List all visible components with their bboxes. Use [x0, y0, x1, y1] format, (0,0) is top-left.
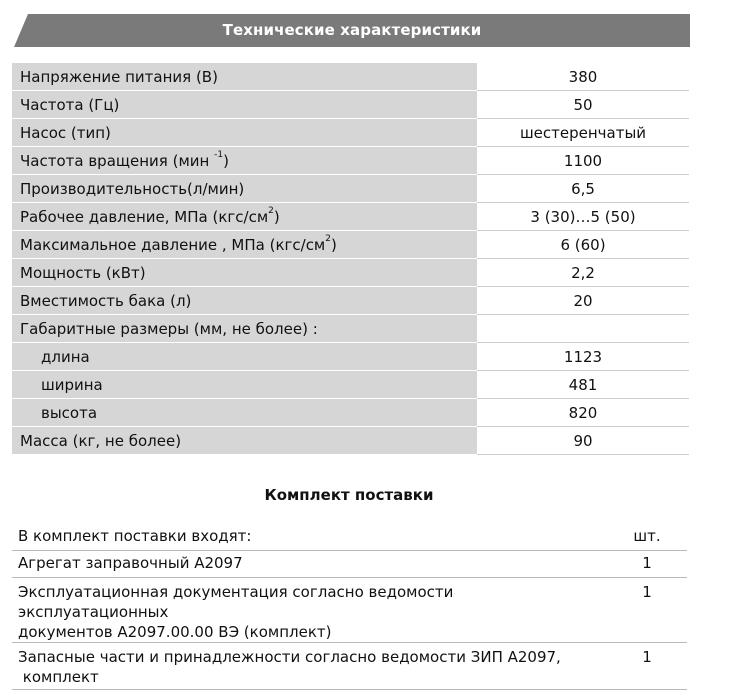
spec-label: Напряжение питания (В) [12, 63, 477, 91]
spec-value: 2,2 [477, 259, 689, 287]
kit-header-row [12, 524, 687, 551]
kit-row [12, 643, 687, 690]
spec-label: ширина [12, 371, 477, 399]
spec-value: 481 [477, 371, 689, 399]
spec-label: Вместимость бака (л) [12, 287, 477, 315]
spec-value: 6 (60) [477, 231, 689, 259]
spec-label-sup: 2 [268, 205, 274, 216]
spec-row [12, 63, 689, 91]
kit-header-label: В комплект поставки входят: [12, 524, 607, 551]
spec-label [12, 231, 477, 259]
spec-row [12, 287, 689, 315]
kit-qty: 1 [607, 551, 687, 578]
kit-qty: 1 [607, 578, 687, 643]
kit-item-line1: Агрегат заправочный А2097 [18, 554, 243, 572]
specs-banner [14, 14, 690, 47]
spec-label-after: ) [273, 207, 280, 226]
spec-label: Производительность(л/мин) [12, 175, 477, 203]
spec-row [12, 203, 689, 231]
spec-value: 50 [477, 91, 689, 119]
spec-value: 820 [477, 399, 689, 427]
spec-label-after: ) [331, 235, 337, 254]
spec-value [477, 315, 689, 343]
spec-row [12, 119, 689, 147]
spec-row [12, 371, 689, 399]
spec-value: 1123 [477, 343, 689, 371]
spec-row [12, 231, 689, 259]
specs-table [12, 63, 689, 455]
spec-label [12, 203, 477, 231]
kit-item-line1: Эксплуатационная документация согласно ведомости эксплуатационных [18, 583, 454, 621]
spec-label-sup: -1 [214, 149, 224, 160]
spec-row [12, 343, 689, 371]
kit-item [12, 643, 607, 690]
kit-header-qty: шт. [607, 524, 687, 551]
spec-row [12, 91, 689, 119]
spec-row [12, 427, 689, 455]
spec-row [12, 259, 689, 287]
kit-item-line2: документов А2097.00.00 ВЭ (комплект) [18, 623, 332, 641]
spec-row [12, 175, 689, 203]
spec-value: 6,5 [477, 175, 689, 203]
spec-label: Габаритные размеры (мм, не более) : [12, 315, 477, 343]
spec-value: 90 [477, 427, 689, 455]
spec-label: длина [12, 343, 477, 371]
spec-label: Насос (тип) [12, 119, 477, 147]
spec-row [12, 147, 689, 175]
kit-title: Комплект поставки [264, 486, 434, 504]
kit-row [12, 578, 687, 643]
spec-label: Мощность (кВт) [12, 259, 477, 287]
spec-label-text: Рабочее давление, МПа (кгс/см [20, 207, 269, 226]
spec-label: Масса (кг, не более) [12, 427, 477, 455]
spec-label: высота [12, 399, 477, 427]
spec-label [12, 147, 477, 175]
spec-label-text: Максимальное давление , МПа (кгс/см [20, 235, 326, 254]
kit-item [12, 551, 607, 578]
spec-value: 380 [477, 63, 689, 91]
spec-value: 20 [477, 287, 689, 315]
spec-label: Частота (Гц) [12, 91, 477, 119]
spec-label-text: Частота вращения (мин [20, 151, 215, 170]
spec-value: 3 (30)…5 (50) [477, 203, 689, 231]
spec-value: 1100 [477, 147, 689, 175]
spec-label-after: ) [223, 151, 229, 170]
kit-row [12, 551, 687, 578]
specs-title: Технические характеристики [222, 21, 482, 39]
spec-row [12, 315, 689, 343]
kit-table [12, 524, 687, 690]
spec-row [12, 399, 689, 427]
spec-label-sup: 2 [325, 233, 331, 244]
kit-item-line2: комплект [18, 668, 99, 686]
kit-qty: 1 [607, 643, 687, 690]
spec-value: шестеренчатый [477, 119, 689, 147]
kit-item-line1: Запасные части и принадлежности согласно ведомости ЗИП А2097, [18, 648, 561, 666]
kit-item [12, 578, 607, 643]
